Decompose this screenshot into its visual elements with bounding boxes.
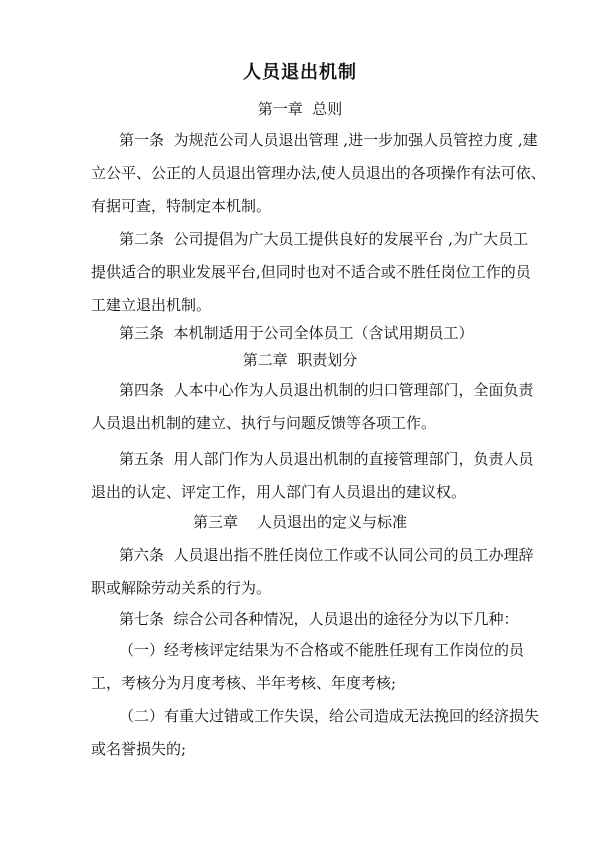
item-2-line-2: 或名誉损失的;	[91, 740, 187, 758]
article-1-line-1: 第一条 为规范公司人员退出管理 ,进一步加强人员管控力度 ,建	[119, 131, 538, 149]
item-2-line-1: （二）有重大过错或工作失误，给公司造成无法挽回的经济损失	[119, 707, 540, 725]
item-1-line-2: 工，考核分为月度考核、半年考核、年度考核;	[91, 674, 397, 692]
article-7-line-1: 第七条 综合公司各种情况，人员退出的途径分为以下几种：	[119, 610, 519, 628]
document-title: 人员退出机制	[243, 62, 357, 83]
article-2-line-1: 第二条 公司提倡为广大员工提供良好的发展平台 ,为广大员工	[119, 230, 529, 248]
item-1-line-1: （一）经考核评定结果为不合格或不能胜任现有工作岗位的员	[119, 641, 525, 659]
article-1-line-3: 有据可查，特制定本机制。	[91, 197, 272, 215]
article-6-line-1: 第六条 人员退出指不胜任岗位工作或不认同公司的员工办理辞	[119, 546, 534, 564]
article-4-line-2: 人员退出机制的建立、执行与问题反馈等各项工作。	[91, 414, 437, 432]
article-1-line-2: 立公平、公正的人员退出管理办法,使人员退出的各项操作有法可依、	[91, 164, 546, 182]
article-2-line-3: 工建立退出机制。	[91, 296, 212, 314]
article-5-line-2: 退出的认定、评定工作，用人部门有人员退出的建议权。	[91, 483, 467, 501]
article-4-line-1: 第四条 人本中心作为人员退出机制的归口管理部门，全面负责	[119, 381, 534, 399]
article-5-line-1: 第五条 用人部门作为人员退出机制的直接管理部门，负责人员	[119, 450, 534, 468]
chapter-heading-2: 第二章 职责划分	[242, 351, 358, 369]
chapter-heading-1: 第一章 总则	[257, 100, 343, 118]
chapter-heading-3: 第三章 人员退出的定义与标准	[192, 513, 408, 531]
article-2-line-2: 提供适合的职业发展平台,但同时也对不适合或不胜任岗位工作的员	[91, 263, 531, 281]
article-3-line-1: 第三条 本机制适用于公司全体员工（含试用期员工）	[119, 324, 474, 342]
article-6-line-2: 职或解除劳动关系的行为。	[91, 579, 272, 597]
